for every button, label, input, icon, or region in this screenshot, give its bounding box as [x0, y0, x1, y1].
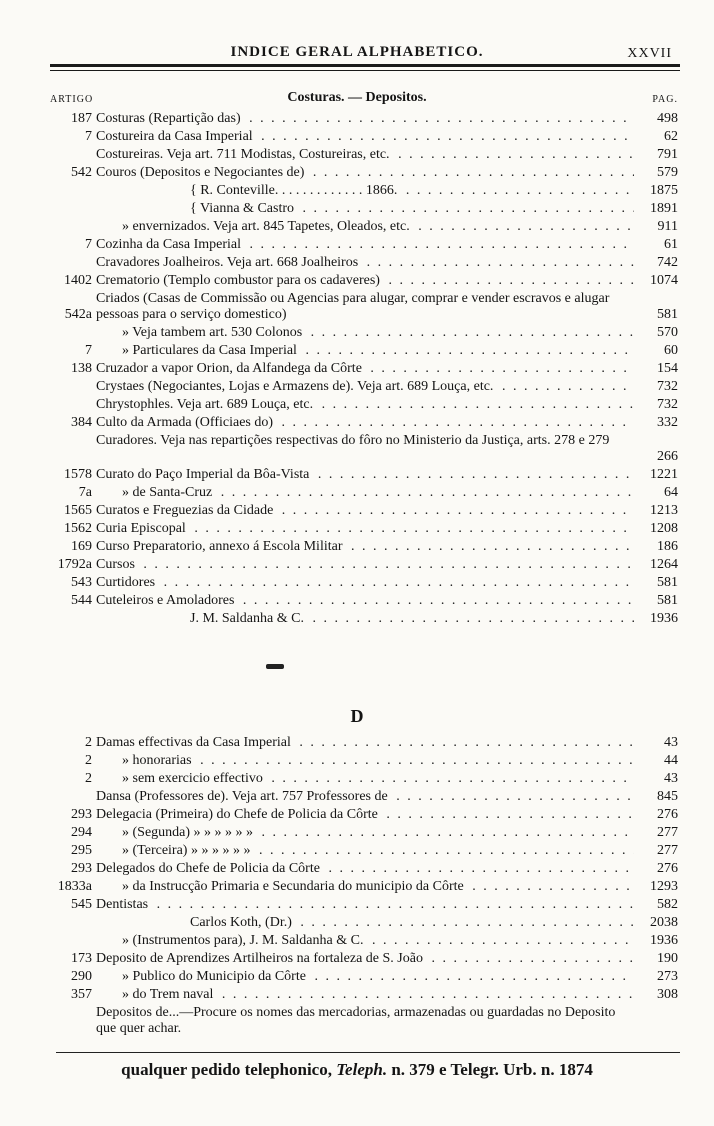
- entry-text-wrap: [96, 433, 634, 449]
- entry-page: 1293: [650, 879, 678, 894]
- entry-page: 43: [664, 771, 678, 786]
- entry-text-wrap: [96, 164, 634, 182]
- entry-text: Costuras (Repartição das): [96, 111, 244, 126]
- entry-text: Crematorio (Templo combustor para os cadaveres): [96, 273, 383, 288]
- index-entry: [0, 610, 714, 628]
- index-entry: [0, 502, 714, 520]
- entry-text: Dansa (Professores de). Veja art. 757 Professores de: [96, 789, 391, 804]
- index-entry: [0, 360, 714, 378]
- index-entry: [0, 342, 714, 360]
- entry-text: Curia Episcopal: [96, 521, 189, 536]
- entry-page: 332: [657, 415, 678, 430]
- footer-teleph: Teleph.: [336, 1060, 388, 1079]
- entry-text-wrap: [96, 538, 634, 556]
- entry-text: Curato do Paço Imperial da Bôa-Vista: [96, 467, 312, 482]
- index-entry: [0, 182, 714, 200]
- entry-text: » de Santa-Cruz: [122, 485, 215, 500]
- entry-article: 294: [71, 825, 92, 840]
- entry-page: 273: [657, 969, 678, 984]
- entries-c-list: [0, 110, 714, 628]
- entry-text-wrap: [122, 878, 634, 896]
- entry-text: Cursos: [96, 557, 138, 572]
- entry-text-wrap: [96, 272, 634, 290]
- index-entry: [0, 128, 714, 146]
- entry-page: 276: [657, 861, 678, 876]
- entry-page: 61: [664, 237, 678, 252]
- entry-text-wrap: [96, 378, 634, 396]
- entry-text: Couros (Depositos e Negociantes de): [96, 165, 307, 180]
- entry-article: 1792a: [57, 557, 92, 572]
- entry-page: 1074: [650, 273, 678, 288]
- index-entry: [0, 860, 714, 878]
- entry-article: 7: [85, 237, 92, 252]
- index-entry: [0, 520, 714, 538]
- index-entry: [0, 164, 714, 182]
- entry-text: Costureira da Casa Imperial: [96, 129, 256, 144]
- entry-page: 277: [657, 843, 678, 858]
- entry-page: 154: [657, 361, 678, 376]
- index-entry: [0, 592, 714, 610]
- entry-page: 1936: [650, 933, 678, 948]
- index-entry: [0, 950, 714, 968]
- entry-text: { R. Conteville. . . . . . . . . . . . . 1866.: [190, 183, 400, 198]
- entry-page: 1208: [650, 521, 678, 536]
- index-entry: [0, 556, 714, 574]
- entry-text-wrap: [190, 200, 634, 218]
- entry-text: Delegados do Chefe de Policia da Côrte: [96, 861, 323, 876]
- entry-text: » envernizados. Veja art. 845 Tapetes, Oleados, etc.: [122, 219, 413, 234]
- entry-text-wrap: [96, 128, 634, 146]
- entry-text-wrap: [96, 520, 634, 538]
- entry-text: » (Instrumentos para), J. M. Saldanha & C.: [122, 933, 366, 948]
- entry-article: 1562: [64, 521, 92, 536]
- entry-text-wrap: [122, 842, 634, 860]
- entry-page: 1221: [650, 467, 678, 482]
- entry-article: 293: [71, 861, 92, 876]
- entry-text: Dentistas: [96, 897, 151, 912]
- entry-page: 43: [664, 735, 678, 750]
- index-entry: [0, 914, 714, 932]
- entry-article: 295: [71, 843, 92, 858]
- index-entry: [0, 968, 714, 986]
- entry-text: Curadores. Veja nas repartições respectivas do fôro no Ministerio da Justiça, arts. 278 e 279: [96, 433, 612, 448]
- entry-page: 1875: [650, 183, 678, 198]
- entry-article: 173: [71, 951, 92, 966]
- page-header: [0, 44, 714, 64]
- pag-label: PAG.: [652, 94, 678, 105]
- index-entry: [0, 824, 714, 842]
- entry-page: 186: [657, 539, 678, 554]
- entry-page: 582: [657, 897, 678, 912]
- artigo-label: ARTIGO: [50, 94, 94, 105]
- entry-article: 545: [71, 897, 92, 912]
- footer-line: [0, 1060, 714, 1080]
- index-entry: [0, 466, 714, 484]
- entry-text-wrap: [122, 342, 634, 360]
- section-d-heading: D: [350, 706, 364, 726]
- entry-text-wrap: [96, 896, 634, 914]
- entry-page: 277: [657, 825, 678, 840]
- entry-article: 544: [71, 593, 92, 608]
- entry-text-wrap: [96, 806, 634, 824]
- entry-article: 1402: [64, 273, 92, 288]
- entry-page: 44: [664, 753, 678, 768]
- entry-text: » Veja tambem art. 530 Colonos: [122, 325, 305, 340]
- entry-text-wrap: [96, 110, 634, 128]
- entry-page: 1891: [650, 201, 678, 216]
- entry-text-wrap: [122, 986, 634, 1004]
- ornament-mark: [266, 664, 284, 669]
- index-entry: [0, 396, 714, 414]
- entry-text: Cuteleiros e Amoladores: [96, 593, 237, 608]
- entry-text-wrap: [96, 950, 634, 968]
- index-entry: [0, 878, 714, 896]
- entry-text: » do Trem naval: [122, 987, 216, 1002]
- index-entry: [0, 788, 714, 806]
- entry-article: 169: [71, 539, 92, 554]
- index-entry: [0, 272, 714, 290]
- entry-text-wrap: [122, 824, 634, 842]
- entries-d-list: [0, 734, 714, 1038]
- entry-text-wrap: [96, 414, 634, 432]
- entry-text: Delegacia (Primeira) do Chefe de Policia da Côrte: [96, 807, 381, 822]
- entry-text: » (Segunda) » » » » » »: [122, 825, 256, 840]
- entry-page: 581: [657, 593, 678, 608]
- entry-article: 7: [85, 129, 92, 144]
- entry-text: Damas effectivas da Casa Imperial: [96, 735, 294, 750]
- entry-article: 187: [71, 111, 92, 126]
- index-entry: [0, 770, 714, 788]
- index-entry: [0, 538, 714, 556]
- entry-article: 384: [71, 415, 92, 430]
- entry-text-wrap: [96, 291, 634, 323]
- entry-text: Deposito de Aprendizes Artilheiros na fortaleza de S. João: [96, 951, 426, 966]
- entry-article: 357: [71, 987, 92, 1002]
- index-entry: [0, 986, 714, 1004]
- index-entry: [0, 752, 714, 770]
- entry-page: 190: [657, 951, 678, 966]
- index-entry: [0, 1004, 714, 1038]
- entry-text-wrap: [122, 932, 634, 950]
- entry-article: 2: [85, 735, 92, 750]
- page-title: INDICE GERAL ALPHABETICO.: [230, 44, 484, 60]
- entry-text-wrap: [96, 502, 634, 520]
- entry-text-wrap: [96, 1005, 634, 1037]
- entry-text: Depositos de...—Procure os nomes das mercadorias, armazenadas ou guardadas no Deposito que quer achar.: [96, 1005, 616, 1036]
- entry-text: » honorarias: [122, 753, 195, 768]
- entry-text: Crystaes (Negociantes, Lojas e Armazens de). Veja art. 689 Louça, etc.: [96, 379, 496, 394]
- entry-page: 581: [657, 575, 678, 590]
- entry-text-wrap: [190, 610, 634, 628]
- entry-article: 138: [71, 361, 92, 376]
- entry-page: 791: [657, 147, 678, 162]
- header-rule: [50, 64, 680, 67]
- index-entry: [0, 842, 714, 860]
- entry-page: 742: [657, 255, 678, 270]
- entry-article: 542a: [64, 307, 92, 322]
- entry-article: 543: [71, 575, 92, 590]
- entry-article: 1565: [64, 503, 92, 518]
- entry-text-wrap: [96, 574, 634, 592]
- section-heading: Costuras. — Depositos.: [287, 90, 427, 105]
- entry-page: 1213: [650, 503, 678, 518]
- entry-page: 498: [657, 111, 678, 126]
- entry-text: Cravadores Joalheiros. Veja art. 668 Joalheiros: [96, 255, 361, 270]
- index-entry: [0, 254, 714, 272]
- entry-text: Criados (Casas de Commissão ou Agencias para alugar, comprar e vender escravos e alugar pessoas para o serviço domestico): [96, 291, 610, 322]
- entry-article: 2: [85, 771, 92, 786]
- footer-mid: n. 379 e Telegr. Urb. n. 1874: [391, 1060, 593, 1079]
- index-entry: [0, 200, 714, 218]
- column-headers: [0, 92, 714, 108]
- entry-text-wrap: [96, 860, 634, 878]
- entry-text-wrap: [96, 396, 634, 414]
- entry-article: 290: [71, 969, 92, 984]
- index-entry: [0, 414, 714, 432]
- entry-text: Cozinha da Casa Imperial: [96, 237, 244, 252]
- index-entry: [0, 378, 714, 396]
- entry-text: » da Instrucção Primaria e Secundaria do municipio da Côrte: [122, 879, 467, 894]
- entry-text: » (Terceira) » » » » » »: [122, 843, 253, 858]
- entry-text-wrap: [96, 254, 634, 272]
- entry-page: 579: [657, 165, 678, 180]
- entry-text: » sem exercicio effectivo: [122, 771, 266, 786]
- entry-text-wrap: [96, 788, 634, 806]
- entry-article: 2: [85, 753, 92, 768]
- index-entry: [0, 146, 714, 164]
- entry-text: Chrystophles. Veja art. 689 Louça, etc.: [96, 397, 316, 412]
- entry-text-wrap: [190, 914, 634, 932]
- entry-text-wrap: [96, 146, 634, 164]
- entry-text-wrap: [96, 236, 634, 254]
- entry-text: { Vianna & Castro: [190, 201, 297, 216]
- index-entry: [0, 806, 714, 824]
- entry-text-wrap: [122, 324, 634, 342]
- entry-text-wrap: [190, 182, 634, 200]
- index-entry: [0, 932, 714, 950]
- entry-text-wrap: [96, 466, 634, 484]
- index-entry: [0, 734, 714, 752]
- entry-text-wrap: [96, 592, 634, 610]
- entry-page: 1264: [650, 557, 678, 572]
- entry-page: 308: [657, 987, 678, 1002]
- entry-text: Carlos Koth, (Dr.): [190, 915, 295, 930]
- entry-page: 732: [657, 397, 678, 412]
- entry-article: 7: [85, 343, 92, 358]
- entry-text-wrap: [122, 218, 634, 236]
- entry-text-wrap: [122, 770, 634, 788]
- footer-pre: qualquer pedido telephonico,: [121, 1060, 332, 1079]
- entry-article: 542: [71, 165, 92, 180]
- entry-page: 570: [657, 325, 678, 340]
- index-entry: [0, 574, 714, 592]
- page-number: XXVII: [627, 46, 672, 61]
- entry-article: 7a: [78, 485, 92, 500]
- entry-text: » Publico do Municipio da Côrte: [122, 969, 309, 984]
- entry-text: Curso Preparatorio, annexo á Escola Militar: [96, 539, 345, 554]
- entry-page: 581: [657, 307, 678, 322]
- entry-page: 911: [657, 219, 678, 234]
- index-entry: [0, 290, 714, 324]
- entry-page: 732: [657, 379, 678, 394]
- entry-text: » Particulares da Casa Imperial: [122, 343, 300, 358]
- entry-text-wrap: [96, 734, 634, 752]
- entry-text: J. M. Saldanha & C.: [190, 611, 307, 626]
- entry-page: 60: [664, 343, 678, 358]
- entry-page: 845: [657, 789, 678, 804]
- entry-text-wrap: [96, 556, 634, 574]
- index-entry: [0, 896, 714, 914]
- index-entry: [0, 218, 714, 236]
- entry-text: Curtidores: [96, 575, 158, 590]
- entry-article: 1578: [64, 467, 92, 482]
- entry-page: 266: [657, 449, 678, 464]
- entry-article: 1833a: [57, 879, 92, 894]
- entry-article: 293: [71, 807, 92, 822]
- index-entry: [0, 236, 714, 254]
- index-entry: [0, 110, 714, 128]
- index-entry: [0, 432, 714, 466]
- entry-page: 1936: [650, 611, 678, 626]
- entry-text-wrap: [122, 968, 634, 986]
- entry-text-wrap: [122, 484, 634, 502]
- entry-page: 2038: [650, 915, 678, 930]
- entry-page: 276: [657, 807, 678, 822]
- entry-text: Culto da Armada (Officiaes do): [96, 415, 276, 430]
- footer-rule: [56, 1052, 680, 1053]
- header-rule-thin: [50, 70, 680, 71]
- index-entry: [0, 484, 714, 502]
- entry-text: Curatos e Freguezias da Cidade: [96, 503, 276, 518]
- entry-text: Costureiras. Veja art. 711 Modistas, Costureiras, etc.: [96, 147, 393, 162]
- entry-text-wrap: [96, 360, 634, 378]
- entry-page: 64: [664, 485, 678, 500]
- entry-text-wrap: [122, 752, 634, 770]
- index-entry: [0, 324, 714, 342]
- entry-page: 62: [664, 129, 678, 144]
- entry-text: Cruzador a vapor Orion, da Alfandega da Côrte: [96, 361, 365, 376]
